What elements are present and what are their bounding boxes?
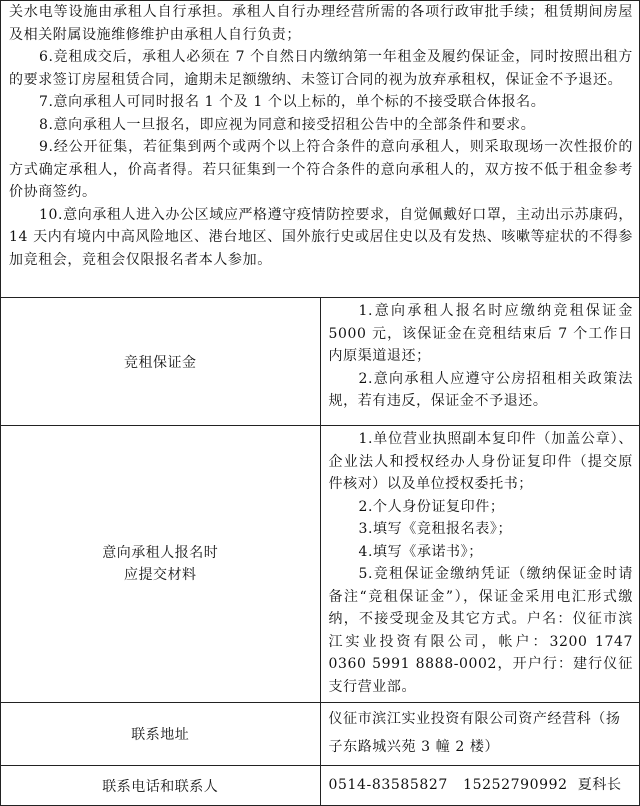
contact-value: 0514-83585827 15252790992 夏科长 [328,776,622,793]
deposit-paragraph-2: 2.意向承租人应遵守公房招租相关政策法规，若有违反，保证金不予退还。 [328,370,633,409]
address-label-text: 联系地址 [131,727,190,743]
rules-row [1,1,640,298]
rules-paragraph-7: 7.意向承租人可同时报名 1 个及 1 个以上标的，单个标的不接受联合体报名。 [39,94,546,110]
rules-paragraph-10: 10.意向承租人进入办公区域应严格遵守疫情防控要求，自觉佩戴好口罩，主动出示苏康码，14 天内有境内中高风险地区、港台地区、国外旅行史或居住史以及有发热、咳嗽等症状的不得参加竞租会，竞租会仅限报名者本人参加。 [9,206,633,268]
materials-label-line1: 意向承租人报名时 [102,545,219,561]
materials-paragraph-5: 5.竞租保证金缴纳凭证（缴纳保证金时请备注“竞租保证金”），保证金采用电汇形式缴纳，不接受现金及其它方式。户名：仪征市滨江实业投资有限公司，帐户：3200 1747 0360 5991 8888-0002，开户行：建行仪征支行营业部。 [328,566,633,695]
materials-paragraph-3: 3.填写《竞租报名表》； [358,521,513,537]
deposit-label-text: 竞租保证金 [124,354,197,371]
address-label [1,703,321,766]
contact-label [1,766,321,806]
deposit-label [1,298,321,426]
rules-paragraph-continued: 关水电等设施由承租人自行承担。承租人自行办理经营所需的各项行政审批手续；租赁期间房屋及相关附属设施维修维护由承租人自行负责； [9,4,633,43]
deposit-paragraph-1: 1.意向承租人报名时应缴纳竞租保证金 5000 元，该保证金在竞租结束后 7 个工作日内原渠道退还； [328,303,633,364]
deposit-row [1,298,640,426]
address-value: 仪征市滨江实业投资有限公司资产经营科（扬子东路城兴苑 3 幢 2 楼） [328,711,621,755]
rules-paragraph-9: 9.经公开征集，若征集到两个或两个以上符合条件的意向承租人，则采取现场一次性报价的方式确定承租人，价高者得。若只征集到一个符合条件的意向承租人的，双方按不低于租金参考价协商签约。 [9,139,633,200]
materials-paragraph-1: 1.单位营业执照副本复印件（加盖公章）、企业法人和授权经办人身份证复印件（提交原件核对）以及单位授权委托书； [328,431,633,492]
address-row [1,703,640,766]
materials-content [320,426,640,703]
contact-label-text: 联系电话和联系人 [102,778,219,795]
materials-paragraph-4: 4.填写《承诺书》； [358,543,483,560]
address-content [320,703,640,766]
rules-paragraph-8: 8.意向承租人一旦报名，即应视为同意和接受招租公告中的全部条件和要求。 [39,116,536,133]
materials-paragraph-2: 2.个人身份证复印件； [358,498,505,515]
materials-label-line2: 应提交材料 [124,567,197,583]
rules-cell [1,1,640,298]
materials-label [1,426,321,703]
contact-content [320,766,640,806]
contact-row [1,766,640,806]
rules-paragraph-6: 6.竞租成交后，承租人必须在 7 个自然日内缴纳第一年租金及履约保证金，同时按照出租方的要求签订房屋租赁合同，逾期未足额缴纳、未签订合同的视为放弃承租权，保证金不予退还。 [9,49,633,88]
deposit-content [320,298,640,426]
materials-row [1,426,640,703]
